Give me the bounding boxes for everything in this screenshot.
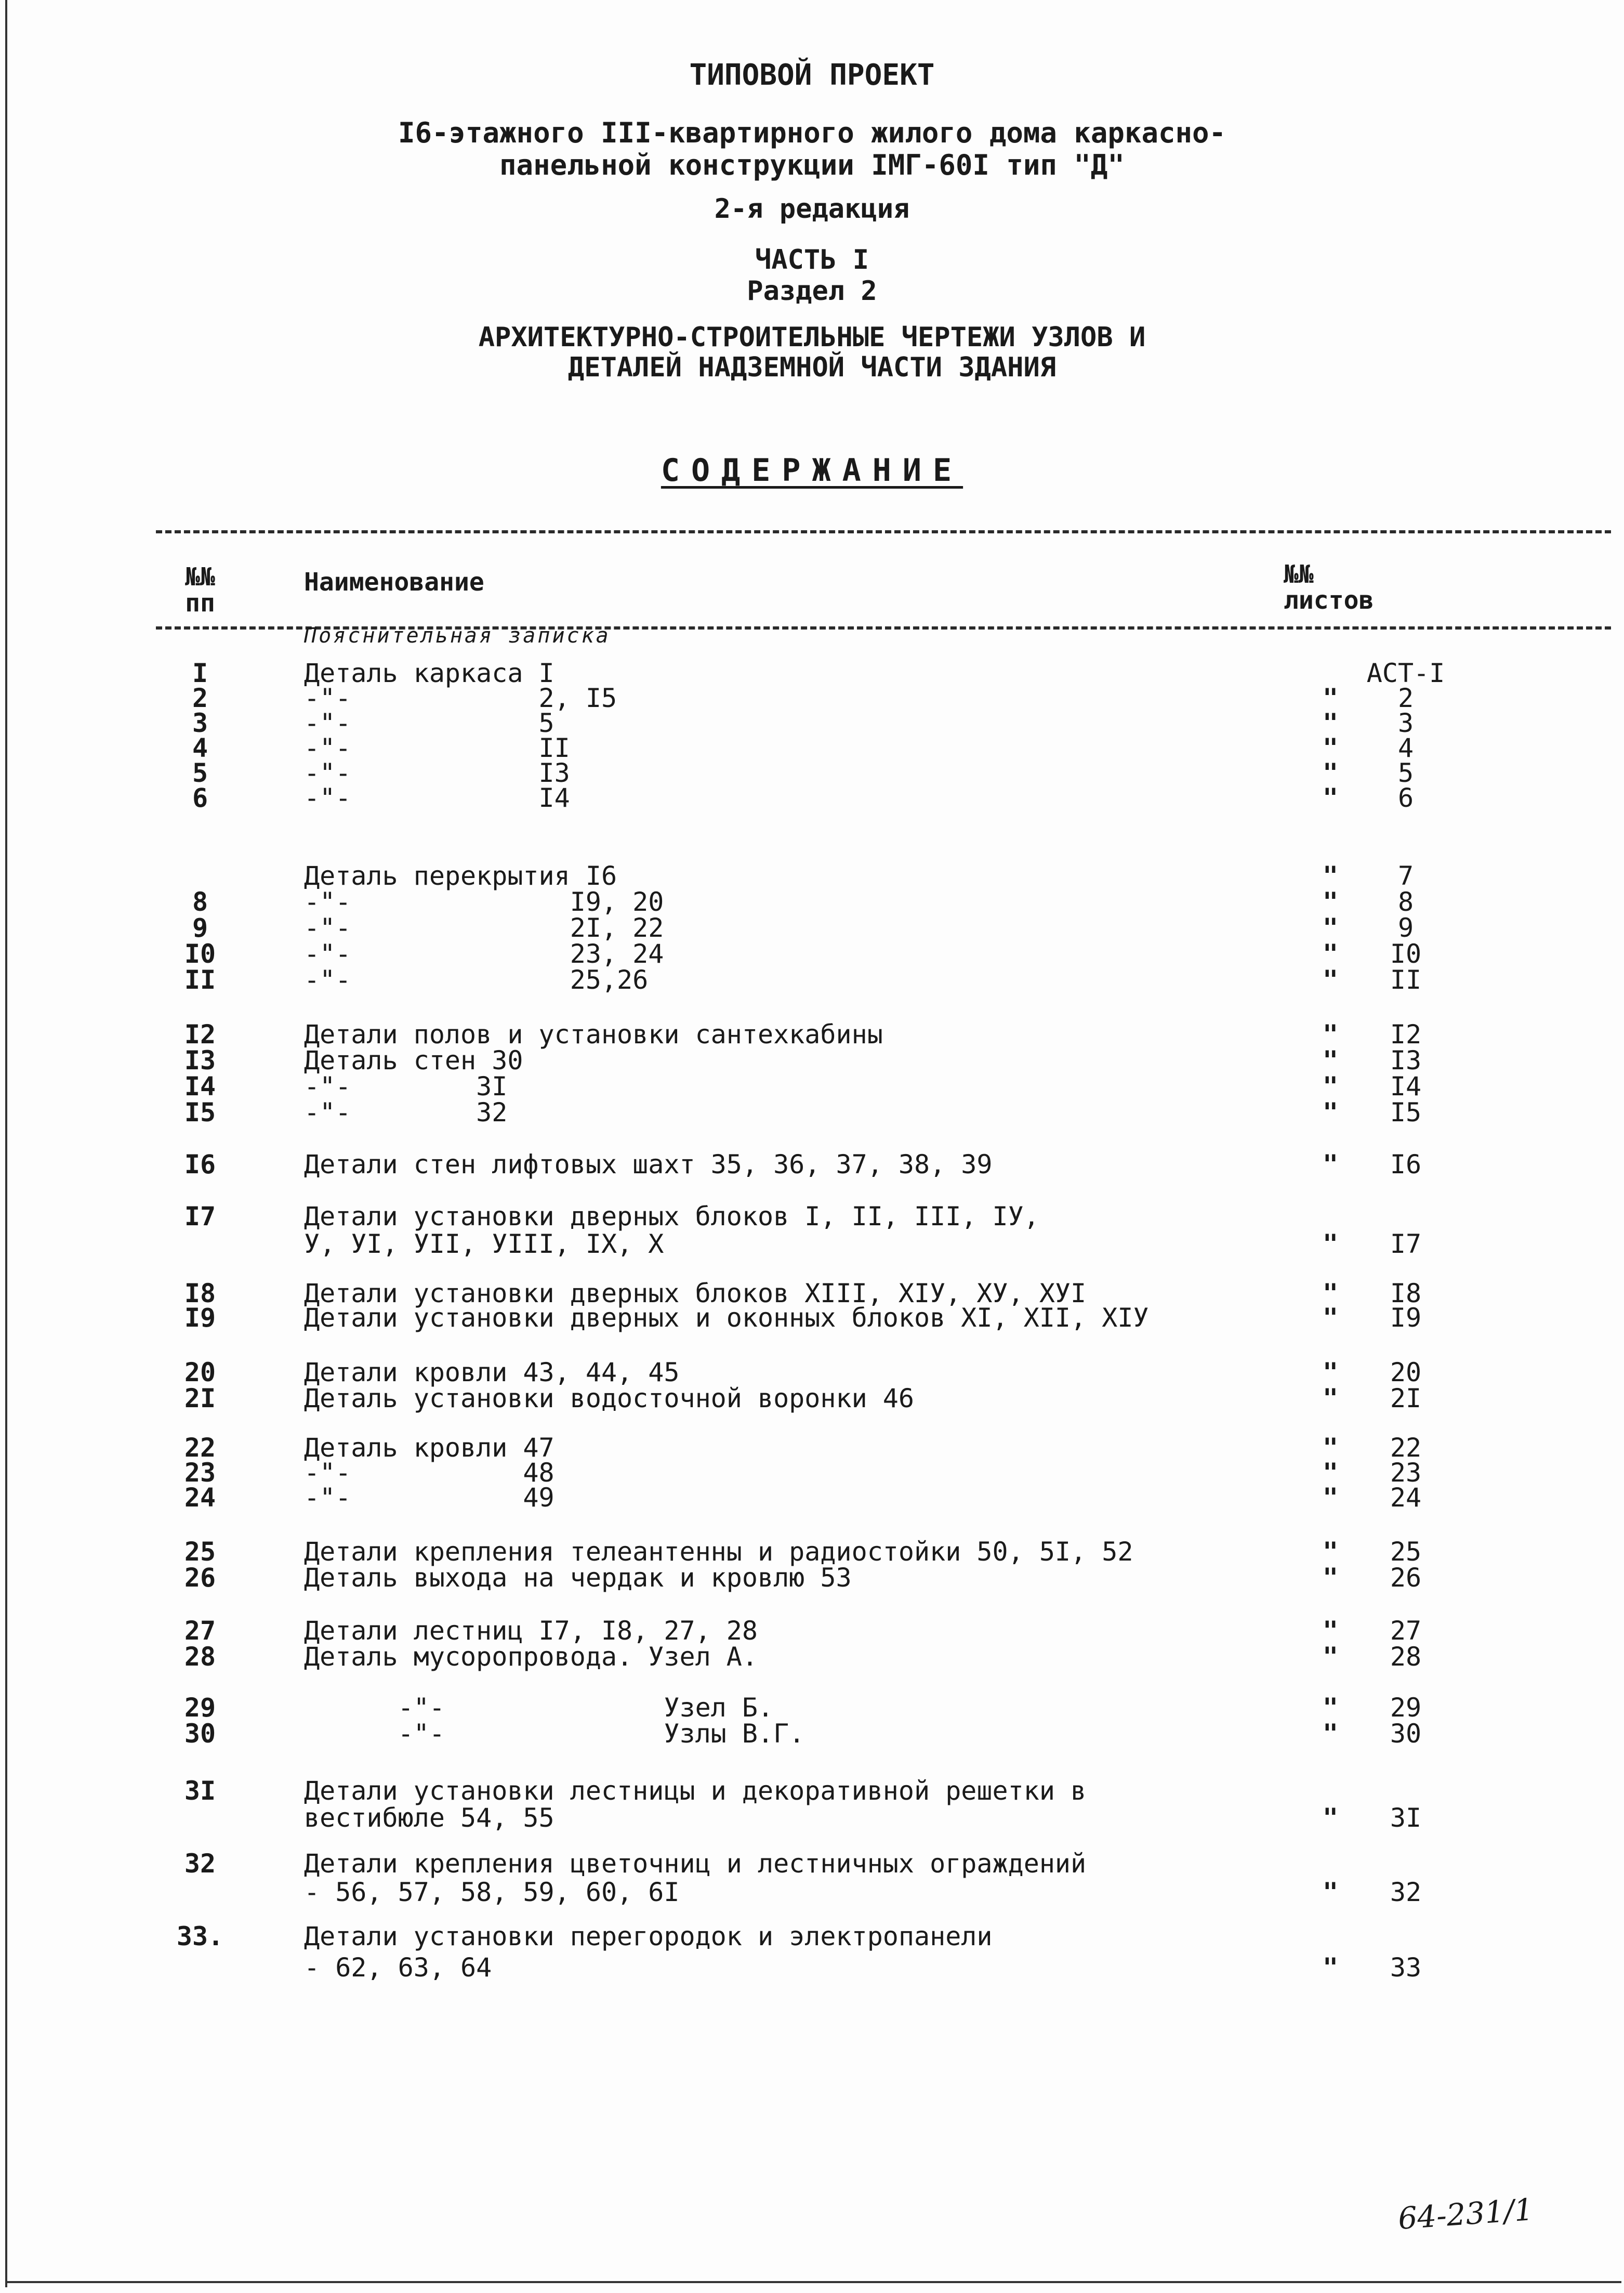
ditto-mark: " xyxy=(1322,861,1339,891)
sheet-number: 3 xyxy=(1397,708,1414,738)
sheet-number: 25 xyxy=(1390,1537,1422,1567)
sheet-number: I3 xyxy=(1390,1045,1422,1076)
column-header-number-line-1: №№ xyxy=(185,562,215,592)
sheet-number: 29 xyxy=(1390,1693,1422,1723)
column-header-name: Наименование xyxy=(304,568,484,597)
part-section xyxy=(0,244,1624,307)
row-number: I0 xyxy=(184,939,216,969)
ditto-mark: " xyxy=(1322,683,1339,713)
ditto-mark: " xyxy=(1322,1803,1339,1833)
row-title: Детали установки лестницы и декоративной решетки в xyxy=(304,1776,1087,1806)
sheet-number: 33 xyxy=(1390,1953,1422,1983)
ditto-mark: " xyxy=(1322,887,1339,917)
ditto-mark: " xyxy=(1322,1563,1339,1593)
sheet-number: 7 xyxy=(1397,861,1414,891)
row-title: вестибюле 54, 55 xyxy=(304,1803,554,1833)
row-title: -"- 25,26 xyxy=(304,965,649,995)
row-title: -"- I3 xyxy=(304,758,570,788)
row-title: -"- 49 xyxy=(304,1483,554,1513)
row-number: 30 xyxy=(184,1719,216,1749)
archive-number-stamp: 64-231/1 xyxy=(1396,2191,1535,2237)
ditto-mark: " xyxy=(1322,1537,1339,1567)
sheet-number: 32 xyxy=(1390,1877,1422,1907)
row-number: I6 xyxy=(184,1149,216,1180)
project-type-title: ТИПОВОЙ ПРОЕКТ xyxy=(689,58,935,92)
sheet-number: 23 xyxy=(1390,1458,1422,1488)
sheet-number: 2I xyxy=(1390,1383,1422,1413)
row-number: I4 xyxy=(184,1071,216,1102)
sheet-number: I6 xyxy=(1390,1149,1422,1180)
ditto-mark: " xyxy=(1322,1953,1339,1983)
row-number: 22 xyxy=(184,1433,216,1463)
sheet-number: 27 xyxy=(1390,1616,1422,1646)
sheet-number: 24 xyxy=(1390,1483,1422,1513)
row-title: Детали установки дверных блоков I, II, III, IУ, xyxy=(304,1201,1039,1231)
project-description xyxy=(0,117,1624,181)
ditto-mark: " xyxy=(1322,965,1339,995)
row-number: 26 xyxy=(184,1563,216,1593)
sheet-number: 26 xyxy=(1390,1563,1422,1593)
row-number: 2I xyxy=(184,1383,216,1413)
contents-heading-text: СОДЕРЖАНИЕ xyxy=(661,452,963,489)
ditto-mark: " xyxy=(1322,1097,1339,1128)
ditto-mark: " xyxy=(1322,1303,1339,1333)
sheet-number: II xyxy=(1390,965,1422,995)
column-header-sheets xyxy=(1284,561,1374,613)
row-title: -"- 32 xyxy=(304,1097,508,1128)
row-number: I xyxy=(192,658,208,688)
sheet-number: 28 xyxy=(1390,1642,1422,1672)
row-number: 20 xyxy=(184,1357,216,1387)
row-title: -"- 23, 24 xyxy=(304,939,664,969)
row-number: 3 xyxy=(192,708,208,738)
row-title: Деталь перекрытия I6 xyxy=(304,861,617,891)
row-number: 32 xyxy=(184,1849,216,1879)
ditto-mark: " xyxy=(1322,733,1339,763)
sheet-number: I0 xyxy=(1390,939,1422,969)
ditto-mark: " xyxy=(1322,1458,1339,1488)
row-number: 25 xyxy=(184,1537,216,1567)
ditto-mark: " xyxy=(1322,1278,1339,1308)
row-title: Детали стен лифтовых шахт 35, 36, 37, 38, 39 xyxy=(304,1149,993,1180)
ditto-mark: " xyxy=(1322,783,1339,813)
row-title: У, УI, УII, УIII, IX, X xyxy=(304,1229,664,1259)
row-title: Детали установки перегородок и электропанели xyxy=(304,1921,993,1951)
sheet-number: 8 xyxy=(1397,887,1414,917)
row-number: I3 xyxy=(184,1045,216,1076)
project-description-line-2: панельной конструкции IМГ-60I тип "Д" xyxy=(499,149,1125,181)
row-title: -"- 2I, 22 xyxy=(304,913,664,943)
ditto-mark: " xyxy=(1322,1019,1339,1050)
row-number: II xyxy=(184,965,216,995)
row-title: -"- 2, I5 xyxy=(304,683,617,713)
ditto-mark: " xyxy=(1322,913,1339,943)
section-label: Раздел 2 xyxy=(747,276,877,307)
row-number: I7 xyxy=(184,1201,216,1231)
row-title: Детали полов и установки сантехкабины xyxy=(304,1019,883,1050)
sheet-number: I2 xyxy=(1390,1019,1422,1050)
row-number: I8 xyxy=(184,1278,216,1308)
sheet-number: АСТ-I xyxy=(1366,658,1445,688)
row-number: 29 xyxy=(184,1693,216,1723)
row-title: -"- Узел Б. xyxy=(304,1693,774,1723)
sheet-number: I4 xyxy=(1390,1071,1422,1102)
row-number: 33. xyxy=(176,1921,224,1951)
row-title: Деталь установки водосточной воронки 46 xyxy=(304,1383,914,1413)
sheet-number: 4 xyxy=(1397,733,1414,763)
part-label: ЧАСТЬ I xyxy=(755,244,869,276)
column-header-number-line-2: пп xyxy=(185,588,215,618)
row-title: Деталь каркаса I xyxy=(304,658,554,688)
contents-heading xyxy=(0,452,1624,489)
sheet-number: 20 xyxy=(1390,1357,1422,1387)
row-title: Детали установки дверных блоков XIII, XIУ, XУ, XУI xyxy=(304,1278,1087,1308)
project-description-line-1: I6-этажного III-квартирного жилого дома каркасно- xyxy=(398,116,1226,149)
column-header-sheets-line-1: №№ xyxy=(1284,560,1314,589)
ditto-mark: " xyxy=(1322,1045,1339,1076)
column-header-sheets-line-2: листов xyxy=(1284,586,1374,615)
row-title: - 62, 63, 64 xyxy=(304,1953,492,1983)
sheet-number: I8 xyxy=(1390,1278,1422,1308)
sheet-number: 9 xyxy=(1397,913,1414,943)
ditto-mark: " xyxy=(1322,939,1339,969)
row-number: 9 xyxy=(192,913,208,943)
explanatory-note: Пояснительная записка xyxy=(304,624,611,648)
row-title: Детали кровли 43, 44, 45 xyxy=(304,1357,680,1387)
row-title: Детали крепления телеантенны и радиостойки 50, 5I, 52 xyxy=(304,1537,1133,1567)
row-number: 8 xyxy=(192,887,208,917)
ditto-mark: " xyxy=(1322,1693,1339,1723)
table-top-rule xyxy=(156,530,1611,533)
sheet-number: I9 xyxy=(1390,1303,1422,1333)
sheet-number: 5 xyxy=(1397,758,1414,788)
ditto-mark: " xyxy=(1322,708,1339,738)
row-title: Детали лестниц I7, I8, 27, 28 xyxy=(304,1616,758,1646)
row-title: Деталь мусоропровода. Узел А. xyxy=(304,1642,758,1672)
row-number: 5 xyxy=(192,758,208,788)
row-number: I5 xyxy=(184,1097,216,1128)
row-number: 24 xyxy=(184,1483,216,1513)
row-title: -"- 3I xyxy=(304,1071,508,1102)
row-number: 4 xyxy=(192,733,208,763)
row-title: -"- 48 xyxy=(304,1458,554,1488)
row-number: 27 xyxy=(184,1616,216,1646)
ditto-mark: " xyxy=(1322,1149,1339,1180)
row-title: -"- I9, 20 xyxy=(304,887,664,917)
row-number: I2 xyxy=(184,1019,216,1050)
row-title: -"- Узлы В.Г. xyxy=(304,1719,805,1749)
sheet-number: 30 xyxy=(1390,1719,1422,1749)
row-number: 2 xyxy=(192,683,208,713)
ditto-mark: " xyxy=(1322,1877,1339,1907)
row-title: Детали крепления цветочниц и лестничных ограждений xyxy=(304,1849,1087,1879)
section-subject-line-2: ДЕТАЛЕЙ НАДЗЕМНОЙ ЧАСТИ ЗДАНИЯ xyxy=(567,352,1057,383)
ditto-mark: " xyxy=(1322,1719,1339,1749)
edition-label: 2-я редакция xyxy=(714,193,910,225)
sheet-number: I7 xyxy=(1390,1229,1422,1259)
sheet-number: 2 xyxy=(1397,683,1414,713)
sheet-number: 6 xyxy=(1397,783,1414,813)
ditto-mark: " xyxy=(1322,1616,1339,1646)
ditto-mark: " xyxy=(1322,1229,1339,1259)
row-title: -"- I4 xyxy=(304,783,570,813)
row-title: -"- 5 xyxy=(304,708,554,738)
sheet-number: 3I xyxy=(1390,1803,1422,1833)
ditto-mark: " xyxy=(1322,1642,1339,1672)
row-title: -"- II xyxy=(304,733,570,763)
row-number: 6 xyxy=(192,783,208,813)
row-title: Детали установки дверных и оконных блоков XI, XII, XIУ xyxy=(304,1303,1149,1333)
sheet-number: 22 xyxy=(1390,1433,1422,1463)
column-header-number xyxy=(171,564,229,616)
row-title: Деталь стен 30 xyxy=(304,1045,523,1076)
row-number: 23 xyxy=(184,1458,216,1488)
sheet-number: I5 xyxy=(1390,1097,1422,1128)
bottom-border-line xyxy=(5,2281,1621,2283)
ditto-mark: " xyxy=(1322,1433,1339,1463)
row-title: Деталь кровли 47 xyxy=(304,1433,554,1463)
section-subject-line-1: АРХИТЕКТУРНО-СТРОИТЕЛЬНЫЕ ЧЕРТЕЖИ УЗЛОВ И xyxy=(478,322,1146,353)
ditto-mark: " xyxy=(1322,1483,1339,1513)
section-subject xyxy=(0,322,1624,383)
row-number: 3I xyxy=(184,1776,216,1806)
row-title: Деталь выхода на чердак и кровлю 53 xyxy=(304,1563,852,1593)
row-number: I9 xyxy=(184,1303,216,1333)
ditto-mark: " xyxy=(1322,1071,1339,1102)
ditto-mark: " xyxy=(1322,758,1339,788)
ditto-mark: " xyxy=(1322,1357,1339,1387)
row-title: - 56, 57, 58, 59, 60, 6I xyxy=(304,1877,680,1907)
ditto-mark: " xyxy=(1322,1383,1339,1413)
row-number: 28 xyxy=(184,1642,216,1672)
